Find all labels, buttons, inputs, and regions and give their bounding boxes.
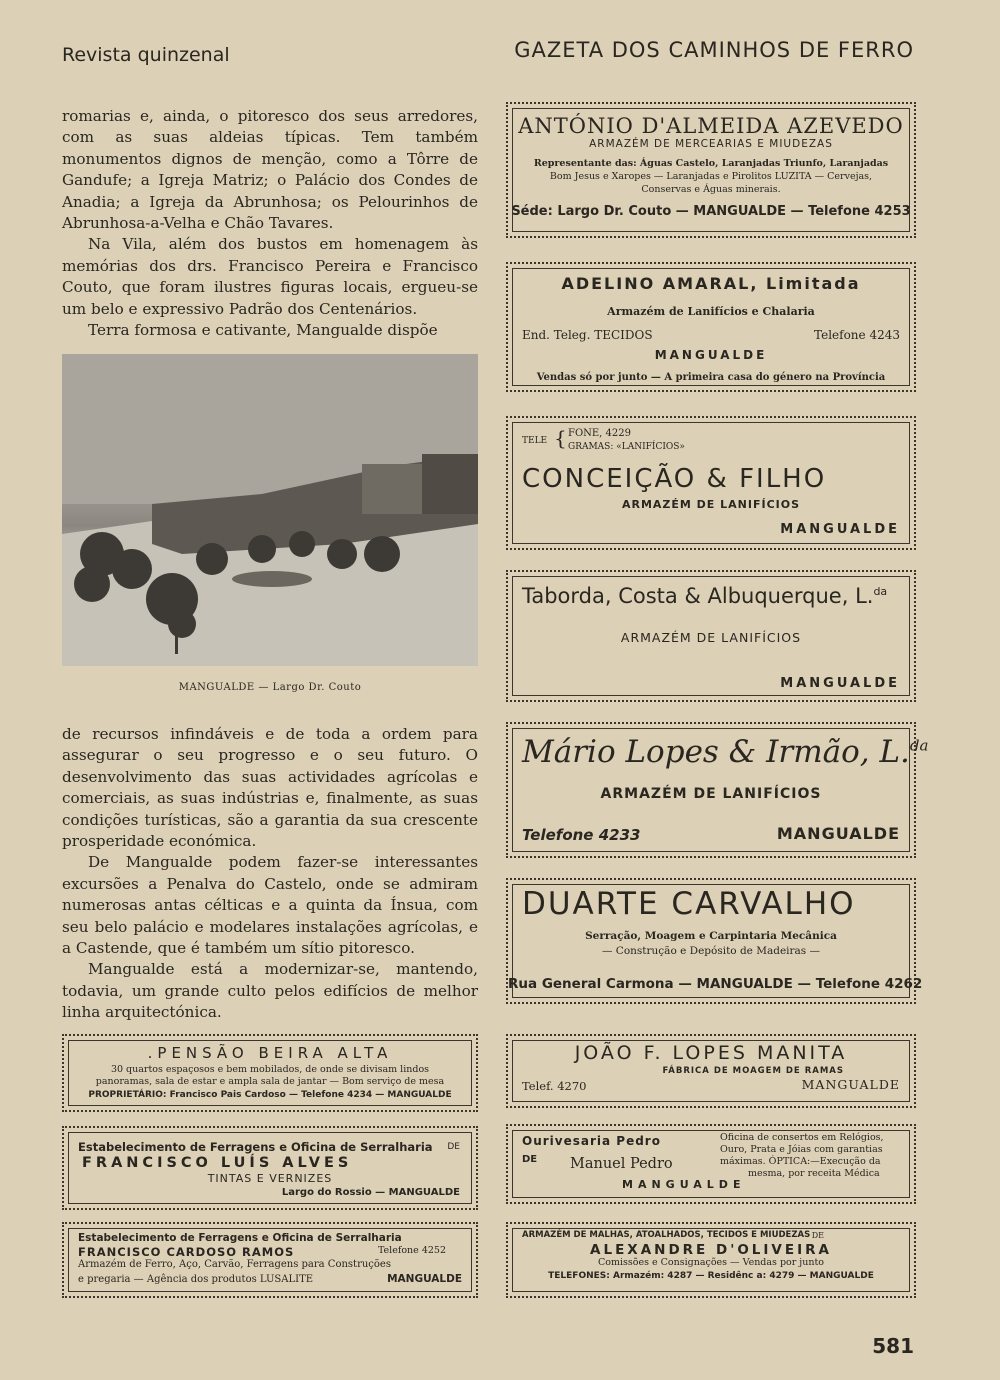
- ad-line: Oficina de consertos em Relógios,: [720, 1132, 884, 1143]
- article-paragraph: Na Vila, além dos bustos em homenagem às memórias dos drs. Francisco Pereira e Francisco Couto, que foram ilustres figuras locais, ergueu-se um belo e expressivo Padrão dos Centenários.: [62, 235, 478, 318]
- ad-conceicao-filho: [506, 416, 916, 550]
- ad-line: Armazém de Ferro, Aço, Carvão, Ferragens para Construções: [78, 1259, 391, 1270]
- ad-francisco-luis-alves: [62, 1126, 478, 1210]
- ad-line: Comissões e Consignações — Vendas por junto: [597, 1257, 825, 1268]
- ad-name: ADELINO AMARAL, Limitada: [561, 274, 861, 293]
- ad-de: DE: [447, 1142, 460, 1152]
- ad-line: máximas. ÓPTICA:—Execução da: [720, 1156, 881, 1167]
- ad-line: mesma, por receita Médica: [748, 1168, 880, 1179]
- header-right: GAZETA DOS CAMINHOS DE FERRO: [514, 38, 914, 62]
- ad-owner: Manuel Pedro: [570, 1156, 673, 1172]
- ad-line: TELEFONES: Armazém: 4287 — Residênc a: 4279 — MANGUALDE: [548, 1271, 874, 1281]
- ad-line: Serração, Moagem e Carpintaria Mecânica: [585, 930, 837, 942]
- article-paragraph: Terra formosa e cativante, Mangualde dispõe: [88, 321, 438, 340]
- ad-sub: ARMAZÉM DE LANIFÍCIOS: [600, 786, 822, 802]
- ad-de: DE: [811, 1231, 824, 1240]
- ad-sub: FÁBRICA DE MOAGEM DE RAMAS: [662, 1066, 844, 1076]
- ad-taborda-costa: [506, 570, 916, 702]
- ad-city: MANGUALDE: [801, 1077, 900, 1092]
- ad-joao-manita: [506, 1034, 916, 1108]
- ad-name: Ourivesaria Pedro: [522, 1134, 661, 1148]
- photo-caption: MANGUALDE — Largo Dr. Couto: [178, 682, 362, 693]
- ad-line: Conservas e Águas minerais.: [641, 184, 781, 195]
- ad-name: [522, 734, 928, 770]
- ad-name: ALEXANDRE D'OLIVEIRA: [590, 1242, 832, 1258]
- header-left: Revista quinzenal: [62, 44, 230, 66]
- ad-name-sup: da: [909, 736, 929, 755]
- ad-line: Bom Jesus e Xaropes — Laranjadas e Pirolitos LUZITA — Cervejas,: [549, 171, 873, 182]
- ad-name: [522, 584, 887, 608]
- ad-line: Largo do Rossio — MANGUALDE: [281, 1187, 460, 1198]
- ad-line: e pregaria — Agência dos produtos LUSALITE: [78, 1274, 314, 1285]
- article-paragraph: Mangualde está a modernizar-se, mantendo, todavia, um grande culto pelos edifícios de melhor linha arquitectónica.: [62, 960, 478, 1022]
- ad-name: JOÃO F. LOPES MANITA: [574, 1042, 848, 1064]
- article-part-2: [62, 724, 478, 1024]
- ad-antonio-azevedo: [506, 102, 916, 238]
- ad-tel: Telefone 4233: [522, 826, 641, 844]
- ad-foot: Vendas só por junto — A primeira casa do género na Província: [536, 372, 886, 383]
- ad-name: FRANCISCO CARDOSO RAMOS: [78, 1245, 295, 1259]
- ad-line: TINTAS E VERNIZES: [207, 1172, 333, 1185]
- ad-tel: Telef. 4270: [522, 1079, 587, 1093]
- ad-foot: Séde: Largo Dr. Couto — MANGUALDE — Telefone 4253: [511, 204, 911, 219]
- ad-pensao-beira-alta: [62, 1034, 478, 1112]
- ad-city: MANGUALDE: [622, 1178, 746, 1191]
- brace-glyph: {: [554, 426, 567, 450]
- ad-city: MANGUALDE: [780, 676, 900, 691]
- ad-duarte-carvalho: [506, 878, 923, 1004]
- ad-adelino-amaral: [506, 262, 916, 392]
- ad-sub: ARMAZÉM DE LANIFÍCIOS: [620, 630, 802, 645]
- ad-mario-lopes: [506, 722, 929, 858]
- ad-sub: ARMAZÉM DE LANIFÍCIOS: [621, 498, 801, 511]
- ad-line: Representante das: Águas Castelo, Laranjadas Triunfo, Laranjadas: [533, 158, 889, 169]
- ad-foot: Rua General Carmona — MANGUALDE — Telefone 4262: [508, 976, 923, 992]
- ad-line: Ouro, Prata e Jóias com garantias: [720, 1144, 883, 1155]
- ad-title: .PENSÃO BEIRA ALTA: [147, 1044, 393, 1062]
- ad-tel: Telefone 4243: [814, 328, 900, 342]
- ad-de: DE: [522, 1154, 538, 1165]
- ad-line: FONE, 4229: [568, 428, 631, 439]
- ad-line: TELE: [522, 436, 548, 446]
- ad-alexandre-oliveira: [506, 1222, 916, 1298]
- ad-ourivesaria-pedro: [506, 1124, 916, 1204]
- ad-name-sup: da: [873, 585, 888, 598]
- ad-name: CONCEIÇÃO & FILHO: [522, 464, 827, 494]
- article-paragraph: De Mangualde podem fazer-se interessantes excursões a Penalva do Castelo, onde se admiram numerosas antas célticas e a quinta da Ínsua, com seu belo palácio e modelares instalações agrícolas, e a Castende, que é também um sítio pitoresco.: [62, 853, 478, 958]
- ad-city: MANGUALDE: [654, 348, 768, 362]
- page-number: 581: [872, 1334, 914, 1358]
- article-part-1: [62, 106, 478, 341]
- ad-name: DUARTE CARVALHO: [522, 886, 856, 922]
- ad-line: GRAMAS: «LANIFÍCIOS»: [568, 442, 685, 452]
- ad-sub: Armazém de Lanifícios e Chalaria: [607, 305, 815, 318]
- ad-name: ANTÓNIO D'ALMEIDA AZEVEDO: [518, 114, 904, 138]
- ad-line: Estabelecimento de Ferragens e Oficina de Serralharia: [78, 1140, 433, 1154]
- ad-tel: Telefone 4252: [377, 1245, 446, 1256]
- ad-line: ARMAZÉM DE MALHAS, ATOALHADOS, TECIDOS E MIUDEZAS: [522, 1230, 811, 1240]
- ad-line: 30 quartos espaçosos e bem mobilados, de onde se divisam lindos: [110, 1064, 430, 1075]
- photo-largo-dr-couto: [62, 354, 478, 666]
- ad-city: MANGUALDE: [387, 1273, 462, 1285]
- ad-city: MANGUALDE: [776, 824, 900, 843]
- ad-francisco-cardoso-ramos: [62, 1222, 478, 1298]
- ad-name-text: Mário Lopes & Irmão, L.: [522, 734, 910, 770]
- ad-line: End. Teleg. TECIDOS: [522, 328, 653, 342]
- ad-city: MANGUALDE: [780, 522, 900, 537]
- article-paragraph: romarias e, ainda, o pitoresco dos seus arredores, com as suas aldeias típicas. Tem também monumentos dignos de menção, como a Tôrre de Gandufe; a Igreja Matriz; o Palácio dos Condes de Anadia; a Igreja da Abrunhosa; os Pelourinhos de Abrunhosa-a-Velha e Chão Tavares.: [62, 107, 478, 233]
- ad-sub: ARMAZÉM DE MERCEARIAS E MIUDEZAS: [589, 138, 833, 150]
- ad-name-text: Taborda, Costa & Albuquerque, L.: [522, 584, 874, 608]
- article-paragraph: de recursos infindáveis e de toda a ordem para assegurar o seu progresso e o seu futuro. O desenvolvimento das suas actividades agrícolas e comerciais, as suas indústrias e, finalmente, as suas condições turísticas, são a garantia da sua crescente prosperidade económica.: [62, 725, 478, 851]
- ad-line: panoramas, sala de estar e ampla sala de jantar — Bom serviço de mesa: [95, 1076, 445, 1087]
- ad-line: Estabelecimento de Ferragens e Oficina de Serralharia: [78, 1232, 402, 1244]
- ad-line: — Construção e Depósito de Madeiras —: [601, 945, 821, 957]
- ad-name: FRANCISCO LUÍS ALVES: [82, 1155, 353, 1171]
- ad-line: PROPRIETÁRIO: Francisco Pais Cardoso — Telefone 4234 — MANGUALDE: [88, 1090, 452, 1100]
